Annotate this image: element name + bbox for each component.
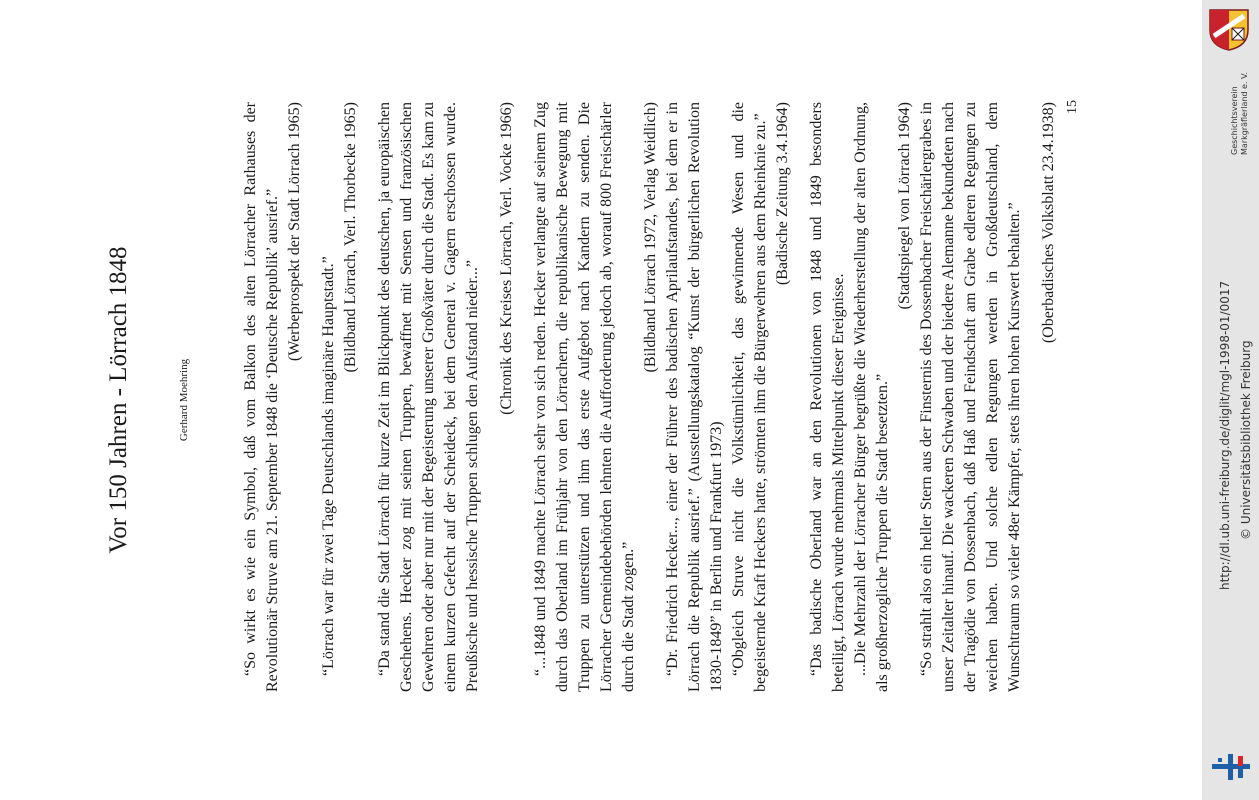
quote-paragraph: “Das badische Oberland war an den Revolutionen von 1848 und 1849 besonders beteiligt, Lörrach wurde mehrmals Mittelpunkt dieser Ereignisse. xyxy=(808,102,847,692)
quote-source: (Werbeprospekt der Stadt Lörrach 1965) xyxy=(286,102,303,362)
quote-source: (Bildband Lörrach 1972, Verlag Weidlich) xyxy=(642,102,659,373)
society-crest-icon xyxy=(1206,6,1252,52)
quote-paragraph: “Da stand die Stadt Lörrach für kurze Zeit im Blickpunkt des deutschen, ja europäischen Geschehens. Hecker zog mit seinen Truppen, bewaffnet mit Sensen und französischen Gewehren oder aber nur mit der Begeisterung unserer Großväter durch die Stadt. Es kam zu einem kurzen Gefecht auf der Scheideck, bei dem General v. Gagern erschossen wurde. Preußische und hessische Truppen schlugen den Aufstand nieder...” xyxy=(376,102,481,692)
permalink-url[interactable]: http://dl.ub.uni-freiburg.de/diglit/mgl-1998-01/0017 xyxy=(1218,280,1232,590)
article-title: Vor 150 Jahren - Lörrach 1848 xyxy=(105,246,132,554)
quote-paragraph: “So strahlt also ein heller Stern aus der Finsternis des Dossenbacher Freischärlergrabes in unser Zeitalter hinauf. Die wackeren Schwaben und der biedere Alemanne bekundeten nach der Tragödie von Dossenbach, daß Haß und Feindschaft am Grabe edleren Regungen zu weichen haben. Und solche edlen Regungen werden in Großdeutschland, dem Wunschtraum so vieler 48er Kämpfer, stets ihren hohen Kurswert behalten.” xyxy=(918,102,1023,692)
quote-paragraph: “...1848 und 1849 machte Lörrach sehr von sich reden. Hecker verlangte auf seinem Zug durch das Oberland im Frühjahr von den Lörrachern, die republikanische Bewegung mit Truppen zu unterstützen und ihm das erste Aufgebot nach Kandern zu senden. Die Lörracher Gemeindebehörden lehnten die Aufforderung jedoch ab, worauf 800 Freischärler durch die Stadt zogen.” xyxy=(532,102,637,692)
page-number: 15 xyxy=(1065,100,1080,114)
quote-paragraph: ...Die Mehrzahl der Lörracher Bürger begrüßte die Wiederherstellung der alten Ordnung, als großherzogliche Truppen die Stadt besetzten.” xyxy=(852,102,891,692)
quote-source: (Stadtspiegel von Lörrach 1964) xyxy=(896,102,913,310)
quote-source: (Chronik des Kreises Lörrach, Verl. Vocke 1966) xyxy=(498,102,515,415)
quote-paragraph: “Dr. Friedrich Hecker..., einer der Führer des badischen Aprilaufstandes, bei dem er in Lörrach die Republik ausrief.” (Ausstellungskatalog “Kunst der bürgerlichen Revolution 1830-1849” in Berlin und Frankfurt 1973) xyxy=(664,102,725,692)
article-body xyxy=(240,102,1060,692)
quote-paragraph: “Lörrach war für zwei Tage Deutschlands imaginäre Hauptstadt.” xyxy=(320,256,337,676)
society-name-line2: Markgräflerland e. V. xyxy=(1240,71,1249,155)
quote-source: (Bildband Lörrach, Verl. Thorbecke 1965) xyxy=(342,102,359,373)
quote-source: (Oberbadisches Volksblatt 23.4.1938) xyxy=(1040,102,1057,344)
quote-paragraph: “So wirkt es wie ein Symbol, daß vom Balkon des alten Lörracher Rathauses der Revolutionär Struve am 21. September 1848 die ‘Deutsche Republik’ ausrief.” xyxy=(242,102,281,692)
quote-paragraph: “Obgleich Struve nicht die Volkstümlichkeit, das gewinnende Wesen und die begeisternde Kraft Heckers hatte, strömten ihm die Bürgerwehren aus dem Rheinknie zu.” xyxy=(730,102,769,692)
society-name-line1: Geschichtsverein xyxy=(1230,86,1239,155)
article-author: Gerhard Moehring xyxy=(178,358,190,442)
quote-source: (Badische Zeitung 3.4.1964) xyxy=(774,102,791,286)
copyright-notice: © Universitätsbibliothek Freiburg xyxy=(1239,340,1253,540)
university-library-logo-icon xyxy=(1210,748,1254,784)
